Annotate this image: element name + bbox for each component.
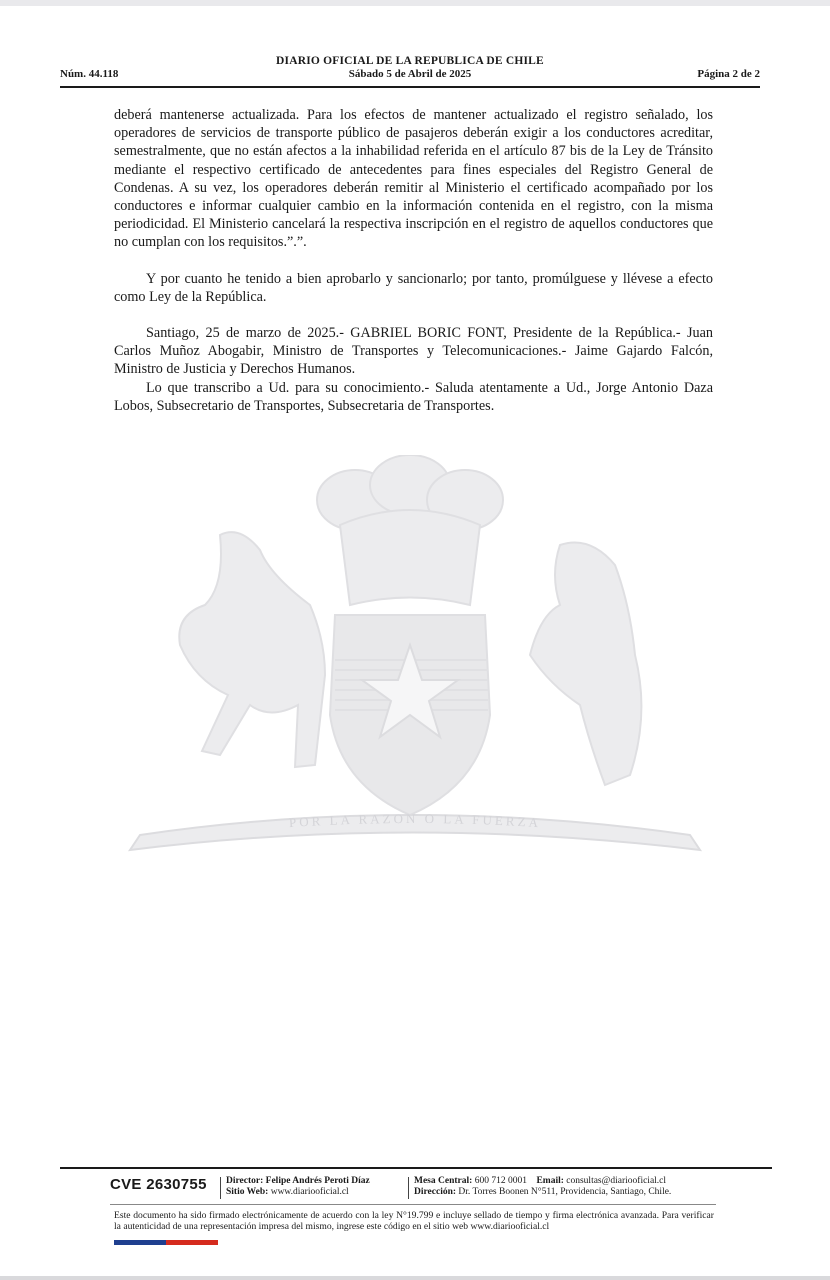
email-label: Email: [536,1176,564,1186]
paragraph-promulgation: Y por cuanto he tenido a bien aprobarlo y sancionarlo; por tanto, promúlguese y llévese a efecto como Ley de la República. [114,270,713,305]
flag-red-segment [166,1240,218,1245]
paragraph-transcription: Lo que transcribo a Ud. para su conocimiento.- Saluda atentamente a Ud., Jorge Antonio Daza Lobos, Subsecretario de Transportes, Subsecretaria de Transportes. [114,379,713,414]
director-label: Director: [226,1176,264,1186]
header-row [60,67,760,82]
address-value: Dr. Torres Boonen N°511, Providencia, Santiago, Chile. [458,1187,672,1197]
director-name: Felipe Andrés Peroti Díaz [265,1176,370,1186]
footer-mid-rule [110,1204,716,1205]
document-body [114,106,713,415]
flag-color-bar [114,1240,218,1245]
footer-contact-block [414,1176,671,1198]
website-label: Sitio Web: [226,1187,269,1197]
paragraph-signatures: Santiago, 25 de marzo de 2025.- GABRIEL BORIC FONT, Presidente de la República.- Juan Carlos Muñoz Abogabir, Ministro de Transportes y Telecomunicaciones.- Jaime Gajardo Falcón, Ministro de Justicia y Derechos Humanos. [114,325,713,378]
footer-rule [60,1167,772,1169]
cve-code: CVE 2630755 [110,1176,207,1193]
email-link[interactable]: consultas@diariooficial.cl [566,1176,667,1186]
masthead-title: DIARIO OFICIAL DE LA REPUBLICA DE CHILE [276,55,544,67]
signature-disclaimer: Este documento ha sido firmado electrónicamente de acuerdo con la ley N°19.799 e incluye sellado de tiempo y firma electrónica avanzada. Para verificar la autenticidad de una representación impresa del mismo, ingrese este código en el sitio web www.diariooficial.cl [114,1210,714,1232]
phone-label: Mesa Central: [414,1176,473,1186]
header-rule [60,86,760,88]
page-number: Página 2 de 2 [697,68,760,80]
paragraph-registry: deberá mantenerse actualizada. Para los efectos de mantener actualizado el registro señalado, los operadores de servicios de transporte público de pasajeros deberán exigir a los conductores acreditar, semestralmente, que no están afectos a la inhabilidad referida en el artículo 87 bis de la Ley de Tránsito mediante el respectivo certificado de antecedentes para fines especiales del Registro General de Condenas. A su vez, los operadores deberán remitir al Ministerio el certificado acompañado por los conductores e informar cualquier cambio en la información contenida en el registro, con la misma periodicidad. El Ministerio cancelará la respectiva inscripción en el registro de aquellos conductores que no cumplan con los requisitos.”.”. [114,107,713,251]
page-header [60,55,760,82]
phone-number: 600 712 0001 [474,1176,527,1186]
address-label: Dirección: [414,1187,457,1197]
top-strip [0,0,830,6]
chile-coat-of-arms-watermark-icon [110,455,720,885]
seal-motto: POR LA RAZON O LA FUERZA [288,810,542,831]
bottom-strip [0,1276,830,1280]
footer-separator [220,1177,221,1199]
footer-separator [408,1177,409,1199]
issue-date: Sábado 5 de Abril de 2025 [348,68,472,80]
issue-number: Núm. 44.118 [60,68,119,80]
footer-director-block [226,1176,370,1198]
website-link[interactable]: www.diariooficial.cl [270,1187,349,1197]
flag-blue-segment [114,1240,166,1245]
